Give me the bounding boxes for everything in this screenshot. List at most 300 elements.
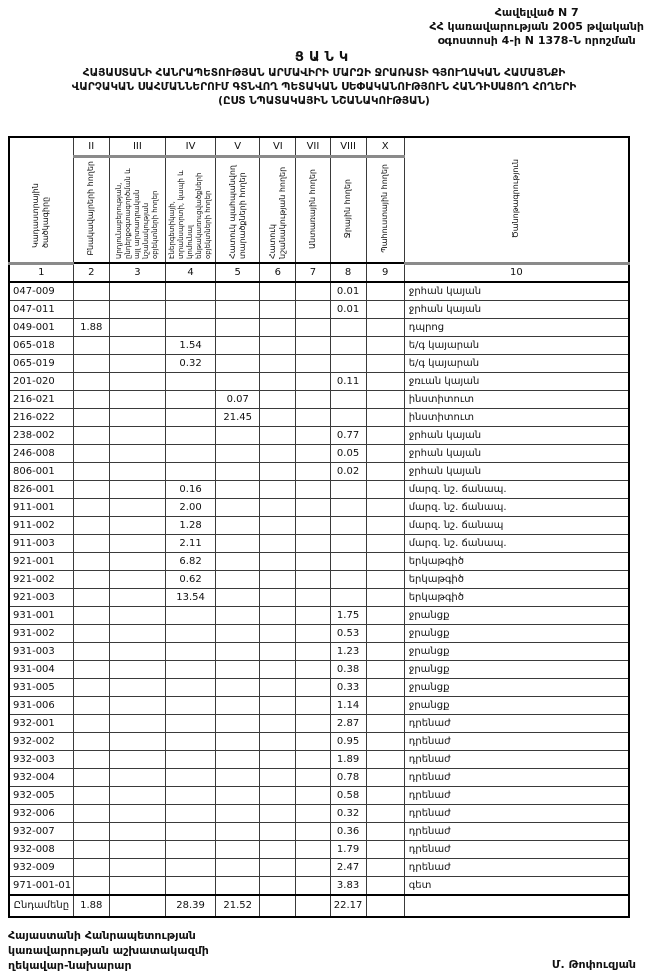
note-cell: երկաթգիծ (404, 588, 629, 606)
area-value-cell (165, 444, 215, 462)
area-value-cell (366, 300, 404, 318)
table-row (9, 480, 629, 498)
area-value-cell (109, 336, 165, 354)
note-cell: ջրանցք (404, 642, 629, 660)
cadastral-code-cell: 971-001-01 (9, 876, 73, 895)
area-value-cell (73, 678, 109, 696)
area-value-cell (366, 390, 404, 408)
area-value-cell (330, 480, 366, 498)
area-value-cell (73, 480, 109, 498)
page-title: ՑԱՆԿ (294, 50, 354, 65)
area-value-cell (330, 588, 366, 606)
note-cell: մարզ. նշ. ճանապ. (404, 498, 629, 516)
col-header-reserve-lands (366, 157, 404, 264)
area-value-cell (109, 642, 165, 660)
area-value-cell (73, 408, 109, 426)
area-value-cell: 22.17 (330, 895, 366, 917)
area-value-cell (296, 895, 330, 917)
col-header-cadastral-code (9, 137, 73, 263)
note-cell: ջրանցք (404, 624, 629, 642)
note-cell: դրենաժ (404, 714, 629, 732)
area-value-cell: 13.54 (165, 588, 215, 606)
area-value-cell (216, 696, 260, 714)
area-value-cell (260, 858, 296, 876)
area-value-cell (73, 516, 109, 534)
col-number-2: 2 (73, 263, 109, 282)
cadastral-code-cell: 932-004 (9, 768, 73, 786)
note-cell: մարզ. նշ. ճանապ. (404, 534, 629, 552)
area-value-cell (366, 498, 404, 516)
area-value-cell (165, 768, 215, 786)
annex-line-3: օգոստոսի 4-ի N 1378-Ն որոշման (437, 34, 636, 47)
area-value-cell (73, 300, 109, 318)
area-value-cell (366, 462, 404, 480)
note-cell: ջռւան կայան (404, 372, 629, 390)
area-value-cell: 2.87 (330, 714, 366, 732)
note-cell: դրենաժ (404, 750, 629, 768)
area-value-cell (366, 750, 404, 768)
area-value-cell (109, 498, 165, 516)
area-value-cell (260, 678, 296, 696)
area-value-cell (296, 552, 330, 570)
area-value-cell (330, 336, 366, 354)
area-value-cell (216, 498, 260, 516)
area-value-cell (296, 282, 330, 301)
area-value-cell (366, 534, 404, 552)
area-value-cell (216, 570, 260, 588)
area-value-cell (296, 480, 330, 498)
table-row (9, 786, 629, 804)
area-value-cell (165, 678, 215, 696)
area-value-cell (296, 822, 330, 840)
area-value-cell: 1.14 (330, 696, 366, 714)
table-row (9, 390, 629, 408)
land-table (8, 136, 630, 918)
cadastral-code-cell: 921-003 (9, 588, 73, 606)
area-value-cell (260, 624, 296, 642)
col-numeral-5: V (216, 137, 260, 157)
area-value-cell (165, 660, 215, 678)
table-row (9, 822, 629, 840)
area-value-cell (165, 282, 215, 301)
area-value-cell (73, 660, 109, 678)
area-value-cell: 1.75 (330, 606, 366, 624)
area-value-cell (165, 696, 215, 714)
area-value-cell (109, 318, 165, 336)
cadastral-code-cell: 931-003 (9, 642, 73, 660)
area-value-cell (216, 750, 260, 768)
cadastral-code-cell: 931-005 (9, 678, 73, 696)
area-value-cell (109, 606, 165, 624)
cadastral-code-cell: 201-020 (9, 372, 73, 390)
col-numeral-3: III (109, 137, 165, 157)
area-value-cell: 21.45 (216, 408, 260, 426)
area-value-cell (296, 534, 330, 552)
area-value-cell (109, 516, 165, 534)
table-row (9, 318, 629, 336)
area-value-cell (366, 714, 404, 732)
area-value-cell (260, 732, 296, 750)
col-number-5: 5 (216, 263, 260, 282)
area-value-cell (366, 444, 404, 462)
area-value-cell (165, 786, 215, 804)
area-value-cell (73, 390, 109, 408)
area-value-cell (73, 624, 109, 642)
area-value-cell (260, 714, 296, 732)
col-header-cadastral-code-label: Կադաստրային ծածկագիրը (31, 183, 51, 249)
area-value-cell (296, 624, 330, 642)
area-value-cell (165, 642, 215, 660)
area-value-cell (109, 390, 165, 408)
area-value-cell: 1.88 (73, 318, 109, 336)
area-value-cell (260, 786, 296, 804)
table-row (9, 498, 629, 516)
area-value-cell (366, 516, 404, 534)
col-header-water-lands-label: Ջրային հողեր (343, 178, 353, 239)
note-cell: դրենաժ (404, 786, 629, 804)
area-value-cell (165, 624, 215, 642)
note-cell: ջրհան կայան (404, 282, 629, 301)
note-cell: ե/գ կայարան (404, 354, 629, 372)
col-numeral-6: VI (260, 137, 296, 157)
cadastral-code-cell: 932-006 (9, 804, 73, 822)
area-value-cell (216, 714, 260, 732)
area-value-cell (366, 552, 404, 570)
area-value-cell (366, 876, 404, 895)
area-value-cell (73, 588, 109, 606)
area-value-cell (296, 786, 330, 804)
signatory-title-line-2: կառավարության աշխատակազմի (8, 944, 209, 957)
area-value-cell (109, 895, 165, 917)
area-value-cell (296, 840, 330, 858)
area-value-cell (216, 444, 260, 462)
area-value-cell (260, 480, 296, 498)
cadastral-code-cell: 049-001 (9, 318, 73, 336)
area-value-cell (216, 768, 260, 786)
area-value-cell (260, 372, 296, 390)
col-number-1: 1 (9, 263, 73, 282)
table-row (9, 660, 629, 678)
area-value-cell (216, 282, 260, 301)
area-value-cell (73, 642, 109, 660)
area-value-cell (366, 570, 404, 588)
area-value-cell (216, 426, 260, 444)
area-value-cell (260, 606, 296, 624)
area-value-cell (165, 300, 215, 318)
subtitle-line-3: (ԸՍՏ ՆՊԱՏԱԿԱՅԻՆ ՆՇԱՆԱԿՈՒԹՅԱՆ) (218, 95, 430, 107)
area-value-cell (73, 768, 109, 786)
area-value-cell (366, 768, 404, 786)
col-header-reserve-lands-label: Պահուստային հողեր (380, 164, 390, 253)
area-value-cell (165, 876, 215, 895)
area-value-cell (296, 462, 330, 480)
area-value-cell: 0.36 (330, 822, 366, 840)
col-numeral-4: IV (165, 137, 215, 157)
area-value-cell (366, 732, 404, 750)
area-value-cell (296, 498, 330, 516)
area-value-cell: 0.32 (330, 804, 366, 822)
area-value-cell (296, 858, 330, 876)
col-numeral-9: X (366, 137, 404, 157)
area-value-cell (109, 300, 165, 318)
note-cell: դրենաժ (404, 840, 629, 858)
cadastral-code-cell: 932-009 (9, 858, 73, 876)
col-header-energy-transport-lands-label: Էներգետիկայի, տրանսպորտի, կապի և կոմունալ ենթակառուցվածքների օբյեկտների հողեր (168, 169, 213, 259)
area-value-cell (366, 426, 404, 444)
area-value-cell (296, 444, 330, 462)
area-value-cell (73, 534, 109, 552)
area-value-cell (296, 426, 330, 444)
area-value-cell (109, 750, 165, 768)
area-value-cell (260, 840, 296, 858)
note-cell: ջրանցք (404, 606, 629, 624)
table-row (9, 732, 629, 750)
area-value-cell (216, 876, 260, 895)
area-value-cell (109, 408, 165, 426)
area-value-cell (109, 768, 165, 786)
note-cell: դրենաժ (404, 732, 629, 750)
area-value-cell (330, 408, 366, 426)
table-row (9, 408, 629, 426)
area-value-cell (260, 408, 296, 426)
area-value-cell (366, 895, 404, 917)
table-row (9, 300, 629, 318)
area-value-cell (73, 750, 109, 768)
cadastral-code-cell: 932-007 (9, 822, 73, 840)
area-value-cell (260, 390, 296, 408)
area-value-cell (296, 678, 330, 696)
area-value-cell (165, 840, 215, 858)
area-value-cell (73, 426, 109, 444)
signatory-name: Մ. Թոփուզյան (551, 958, 636, 971)
area-value-cell: 2.47 (330, 858, 366, 876)
area-value-cell (296, 876, 330, 895)
area-value-cell (296, 372, 330, 390)
area-value-cell (73, 714, 109, 732)
table-total-row (9, 895, 629, 917)
table-header (9, 137, 629, 282)
area-value-cell (296, 750, 330, 768)
area-value-cell (260, 696, 296, 714)
col-number-4: 4 (165, 263, 215, 282)
area-value-cell (366, 372, 404, 390)
area-value-cell (366, 696, 404, 714)
area-value-cell (296, 588, 330, 606)
area-value-cell (165, 822, 215, 840)
area-value-cell (73, 444, 109, 462)
col-header-forest-lands-label: Անտառային հողեր (307, 168, 317, 249)
area-value-cell (296, 336, 330, 354)
note-cell: ջրհան կայան (404, 444, 629, 462)
area-value-cell (165, 714, 215, 732)
area-value-cell (109, 462, 165, 480)
area-value-cell: 1.28 (165, 516, 215, 534)
table-row (9, 750, 629, 768)
area-value-cell: 0.01 (330, 300, 366, 318)
area-value-cell (109, 876, 165, 895)
area-value-cell: 0.77 (330, 426, 366, 444)
area-value-cell (366, 354, 404, 372)
area-value-cell (260, 516, 296, 534)
table-body (9, 282, 629, 917)
table-row (9, 444, 629, 462)
area-value-cell (165, 426, 215, 444)
col-header-special-purpose-lands (260, 157, 296, 264)
col-numeral-2: II (73, 137, 109, 157)
area-value-cell (109, 588, 165, 606)
area-value-cell (216, 300, 260, 318)
area-value-cell (73, 570, 109, 588)
area-value-cell: 0.53 (330, 624, 366, 642)
cadastral-code-cell: 931-001 (9, 606, 73, 624)
area-value-cell (330, 390, 366, 408)
area-value-cell (109, 714, 165, 732)
area-value-cell (216, 822, 260, 840)
area-value-cell: 1.23 (330, 642, 366, 660)
area-value-cell (260, 534, 296, 552)
cadastral-code-cell: 911-003 (9, 534, 73, 552)
area-value-cell (296, 570, 330, 588)
note-cell: երկաթգիծ (404, 552, 629, 570)
table-row (9, 426, 629, 444)
area-value-cell (216, 534, 260, 552)
signatory-title-line-3: ղեկավար-նախարար (8, 959, 132, 972)
column-number-row (9, 263, 629, 282)
area-value-cell (366, 318, 404, 336)
area-value-cell: 0.32 (165, 354, 215, 372)
area-value-cell: 0.07 (216, 390, 260, 408)
subtitle-line-2: ՎԱՐՉԱԿԱՆ ՍԱՀՄԱՆՆԵՐՈՒՄ ԳՏՆՎՈՂ ՊԵՏԱԿԱՆ ՍԵՓԱԿԱՆՈՒԹՅՈՒՆ ՀԱՆԴԻՍԱՑՈՂ ՀՈՂԵՐԻ (71, 81, 577, 93)
col-header-settlement-lands-label: Բնակավայրերի հողեր (86, 161, 96, 256)
area-value-cell (366, 660, 404, 678)
col-numeral-7: VII (296, 137, 330, 157)
cadastral-code-cell: 932-002 (9, 732, 73, 750)
area-value-cell (260, 804, 296, 822)
area-value-cell (330, 534, 366, 552)
area-value-cell (296, 714, 330, 732)
area-value-cell (260, 444, 296, 462)
table-row (9, 840, 629, 858)
note-cell (404, 895, 629, 917)
note-cell: ինստիտուտ (404, 390, 629, 408)
area-value-cell (73, 354, 109, 372)
area-value-cell (366, 606, 404, 624)
note-cell: դրենաժ (404, 768, 629, 786)
area-value-cell (366, 678, 404, 696)
area-value-cell (366, 624, 404, 642)
col-header-industry-lands-label: Արդյունաբերության, ընդերքօգտագործման և այլ արտադրական նշանակության օբյեկտների հողեր (114, 167, 159, 259)
area-value-cell (366, 786, 404, 804)
area-value-cell: 1.88 (73, 895, 109, 917)
cadastral-code-cell: 065-018 (9, 336, 73, 354)
area-value-cell (109, 840, 165, 858)
area-value-cell (260, 876, 296, 895)
cadastral-code-cell: 216-021 (9, 390, 73, 408)
area-value-cell (366, 804, 404, 822)
cadastral-code-cell: 238-002 (9, 426, 73, 444)
area-value-cell (260, 552, 296, 570)
area-value-cell (109, 732, 165, 750)
area-value-cell (296, 768, 330, 786)
table-row (9, 282, 629, 301)
area-value-cell (216, 480, 260, 498)
area-value-cell (216, 516, 260, 534)
table-row (9, 696, 629, 714)
area-value-cell (330, 318, 366, 336)
area-value-cell (216, 336, 260, 354)
area-value-cell: 0.16 (165, 480, 215, 498)
note-cell: դրենաժ (404, 858, 629, 876)
area-value-cell (109, 282, 165, 301)
area-value-cell (73, 606, 109, 624)
area-value-cell (165, 732, 215, 750)
area-value-cell (73, 282, 109, 301)
area-value-cell (73, 552, 109, 570)
area-value-cell (260, 354, 296, 372)
note-cell: ջրհան կայան (404, 462, 629, 480)
area-value-cell: 0.38 (330, 660, 366, 678)
area-value-cell (165, 804, 215, 822)
area-value-cell (330, 354, 366, 372)
cadastral-code-cell: 047-011 (9, 300, 73, 318)
area-value-cell (296, 516, 330, 534)
cadastral-code-cell: 932-005 (9, 786, 73, 804)
cadastral-code-cell: 216-022 (9, 408, 73, 426)
col-header-water-lands (330, 157, 366, 264)
cadastral-code-cell: 932-001 (9, 714, 73, 732)
area-value-cell (296, 732, 330, 750)
area-value-cell (109, 804, 165, 822)
page-subtitle (0, 66, 648, 108)
area-value-cell (260, 822, 296, 840)
area-value-cell (109, 372, 165, 390)
note-cell: դրենաժ (404, 822, 629, 840)
area-value-cell (165, 318, 215, 336)
note-cell: ինստիտուտ (404, 408, 629, 426)
cadastral-code-cell: 931-004 (9, 660, 73, 678)
signatory-title (8, 928, 209, 973)
area-value-cell (260, 300, 296, 318)
area-value-cell (109, 786, 165, 804)
col-header-forest-lands (296, 157, 330, 264)
note-cell: ջրանցք (404, 696, 629, 714)
area-value-cell (330, 570, 366, 588)
table-row (9, 588, 629, 606)
area-value-cell (109, 822, 165, 840)
annex-line-2: ՀՀ կառավարության 2005 թվականի (429, 20, 644, 33)
table-row (9, 336, 629, 354)
area-value-cell (260, 642, 296, 660)
area-value-cell (296, 642, 330, 660)
area-value-cell (296, 390, 330, 408)
area-value-cell (366, 408, 404, 426)
col-header-protected-areas-lands-label: Հատուկ պահպանվող տարածքների հողեր (227, 164, 247, 259)
area-value-cell (109, 624, 165, 642)
cadastral-code-cell: 246-008 (9, 444, 73, 462)
cadastral-code-cell: 806-001 (9, 462, 73, 480)
cadastral-code-cell: 826-001 (9, 480, 73, 498)
col-header-protected-areas-lands (216, 157, 260, 264)
area-value-cell (216, 858, 260, 876)
col-numeral-8: VIII (330, 137, 366, 157)
area-value-cell: 1.79 (330, 840, 366, 858)
note-cell: մարզ. նշ. ճանապ (404, 516, 629, 534)
area-value-cell (330, 552, 366, 570)
col-number-7: 7 (296, 263, 330, 282)
area-value-cell (330, 516, 366, 534)
area-value-cell (296, 660, 330, 678)
area-value-cell (165, 372, 215, 390)
